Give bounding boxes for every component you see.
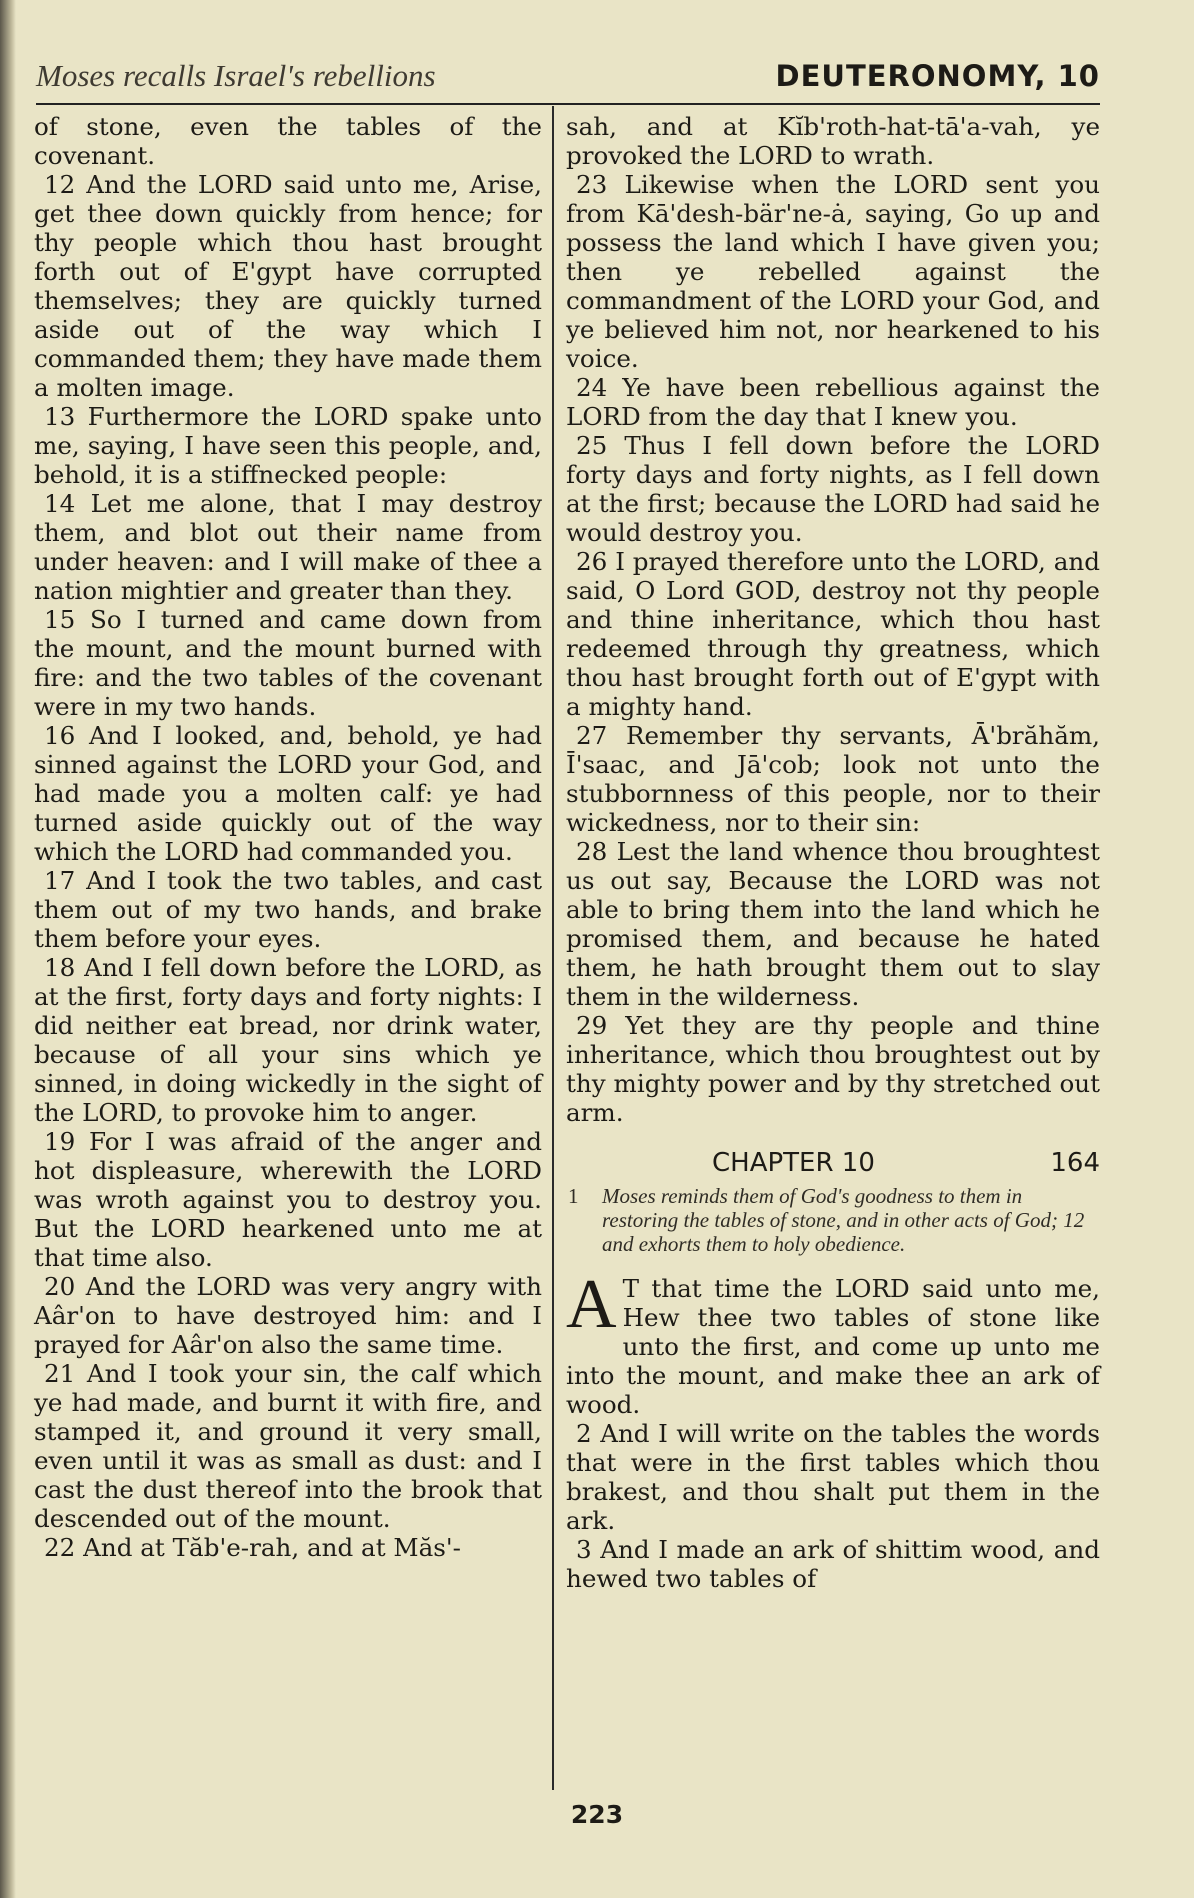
running-title: Moses recalls Israel's rebellions [36,58,436,93]
summary-text: Moses reminds them of God's goodness to them in restoring the tables of stone, and in other acts of God; 12 and exhorts them to holy obedience. [602,1184,1085,1256]
chapter-title: CHAPTER 10 [712,1148,875,1178]
verse-text: 23 Likewise when the LORD sent you from Kā'desh-bär'ne-ȧ, saying, Go up and possess the land which I have given you; then ye rebelled against the commandment of the LORD your God, and ye believed him not, nor hearkened to his voice. [566,170,1100,373]
left-column [34,112,542,1562]
page-header [36,54,1100,98]
summary-verse-number: 1 [568,1184,579,1208]
verse-text: 13 Furthermore the LORD spake unto me, saying, I have seen this people, and, behold, it is a stiffnecked people: [34,402,542,489]
verse-text: 12 And the LORD said unto me, Arise, get thee down quickly from hence; for thy people which thou hast brought forth out of E'gypt have corrupted themselves; they are quickly turned aside out of the way which I commanded them; they have made them a molten image. [34,170,542,402]
verse-text: of stone, even the tables of the covenant. [34,112,542,170]
verse-text: 24 Ye have been rebellious against the LORD from the day that I knew you. [566,373,1100,431]
verse-text: sah, and at Kĭb'roth-hat-tā'a-vah, ye provoked the LORD to wrath. [566,112,1100,170]
verse-text: 14 Let me alone, that I may destroy them, and blot out their name from under heaven: and I will make of thee a nation mightier and greater than they. [34,489,542,605]
drop-cap: A [566,1266,617,1343]
verse-text: 26 I prayed therefore unto the LORD, and said, O Lord GOD, destroy not thy people and thine inheritance, which thou hast redeemed through thy greatness, which thou hast brought forth out of E'gypt with a mighty hand. [566,547,1100,721]
verse-text: 18 And I fell down before the LORD, as at the first, forty days and forty nights: I did neither eat bread, nor drink water, because of all your sins which ye sinned, in doing wickedly in the sight of the LORD, to provoke him to anger. [34,953,542,1127]
verse-text: 15 So I turned and came down from the mount, and the mount burned with fire: and the two tables of the covenant were in my two hands. [34,605,542,721]
verse-text: 3 And I made an ark of shittim wood, and hewed two tables of [566,1535,1100,1593]
verse-text: 19 For I was afraid of the anger and hot displeasure, wherewith the LORD was wroth against you to destroy you. But the LORD hearkened unto me at that time also. [34,1127,542,1272]
right-column [566,112,1100,1593]
header-rule [36,103,1100,105]
chapter-summary [566,1184,1100,1256]
verse-text: 2 And I will write on the tables the words that were in the first tables which thou brakest, and thou shalt put them in the ark. [566,1419,1100,1535]
verse-text: T that time the LORD said unto me, Hew thee two tables of stone like unto the first, and come up unto me into the mount, and make thee an ark of wood. [566,1274,1100,1419]
verse-text: 17 And I took the two tables, and cast them out of my two hands, and brake them before your eyes. [34,866,542,953]
verse-text: 29 Yet they are thy people and thine inheritance, which thou broughtest out by thy mighty power and by thy stretched out arm. [566,1011,1100,1127]
verse-text: 22 And at Tăb'e-rah, and at Măs'- [44,1533,461,1562]
column-divider [552,106,554,1790]
verse-text: 28 Lest the land whence thou broughtest us out say, Because the LORD was not able to bring them into the land which he promised them, and because he hated them, he hath brought them out to slay them in the wilderness. [566,837,1100,1011]
verse-text: 16 And I looked, and, behold, ye had sinned against the LORD your God, and had made you a molten calf: ye had turned aside quickly out of the way which the LORD had commanded you. [34,721,542,866]
page-number: 223 [570,1800,624,1829]
verse-text: 21 And I took your sin, the calf which ye had made, and burnt it with fire, and stamped it, and ground it very small, even until it was as small as dust: and I cast the dust thereof into the brook that descended out of the mount. [34,1359,542,1533]
book-spine-shadow [0,0,16,1898]
verse-text: 27 Remember thy servants, Ā'brăhăm, Ī'saac, and Jā'cob; look not unto the stubbornness of this people, nor to their wickedness, nor to their sin: [566,721,1100,837]
book-chapter-title: DEUTERONOMY, 10 [775,59,1100,93]
chapter-heading [566,1149,1100,1178]
chapter-opening-verse [566,1266,1100,1419]
chapter-reference-number: 164 [1050,1148,1100,1178]
verse-text: 20 And the LORD was very angry with Aâr'on to have destroyed him: and I prayed for Aâr'on also the same time. [34,1272,542,1359]
verse-text: 25 Thus I fell down before the LORD forty days and forty nights, as I fell down at the first; because the LORD had said he would destroy you. [566,431,1100,547]
